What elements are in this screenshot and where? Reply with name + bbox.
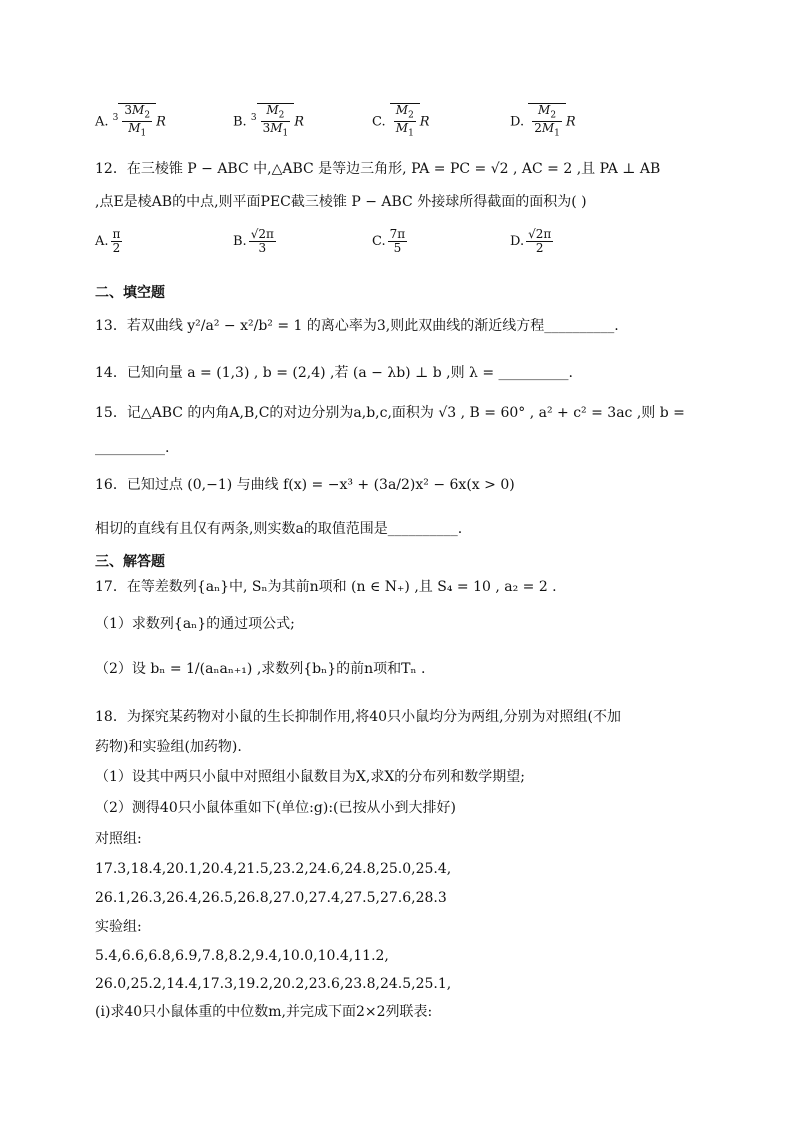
q15-text: 15．记△ABC 的内角A,B,C的对边分别为a,b,c,面积为 √3 , B = 60° , a² + c² = 3ac ,则 b = — [95, 405, 685, 421]
experiment-group-label: 实验组: — [95, 919, 142, 935]
q18-subpart-i: (i)求40只小鼠体重的中位数m,并完成下面2×2列联表: — [95, 1004, 433, 1020]
q17-part1: （1）求数列{aₙ}的通过项公式; — [95, 616, 295, 632]
q14-text: 14．已知向量 a = (1,3) , b = (2,4) ,若 (a − λb) ⊥ b ,则 λ = __________. — [95, 365, 573, 381]
q18-line1: 18．为探究某药物对小鼠的生长抑制作用,将40只小鼠均分为两组,分别为对照组(不加 — [95, 709, 621, 725]
q13-text: 13．若双曲线 y²/a² − x²/b² = 1 的离心率为3,则此双曲线的渐近线方程__________. — [95, 318, 619, 334]
q12-option-c: C. $\frac{7\pi}{5}$ — [372, 227, 406, 256]
q11-option-b: B. $^3$ $\frac{M_2}{3M_1}$ R — [233, 103, 305, 139]
q17-part2: （2）设 bₙ = 1/(aₙaₙ₊₁) ,求数列{bₙ}的前n项和Tₙ . — [95, 661, 426, 677]
q11-option-c: C. $\frac{M_2}{M_1}$ R — [372, 103, 430, 139]
control-group-data-2: 26.1,26.3,26.4,26.5,26.8,27.0,27.4,27.5,27.6,28.3 — [95, 890, 447, 906]
q12-option-b: B. $\frac{√2\pi}{3}$ — [233, 227, 274, 256]
section-fill-in-title: 二、填空题 — [95, 285, 165, 301]
control-group-label: 对照组: — [95, 831, 142, 847]
section-answer-title: 三、解答题 — [95, 554, 165, 570]
experiment-group-data-1: 5.4,6.6,6.8,6.9,7.8,8.2,9.4,10.0,10.4,11.2, — [95, 948, 389, 964]
q11-option-a: A. $^3$ $\frac{3M_2}{M_1}$ R — [95, 103, 166, 139]
q12-line1: 12．在三棱锥 P − ABC 中,△ABC 是等边三角形, PA = PC = √2 , AC = 2 ,且 PA ⊥ AB — [95, 161, 661, 177]
q12-option-d: D. $\frac{√2\pi}{2}$ — [510, 227, 552, 256]
q12-line2: ,点E是棱AB的中点,则平面PEC截三棱锥 P − ABC 外接球所得截面的面积为( ) — [95, 194, 587, 210]
experiment-group-data-2: 26.0,25.2,14.4,17.3,19.2,20.2,23.6,23.8,24.5,25.1, — [95, 976, 452, 992]
q16-text-continued: 相切的直线有且仅有两条,则实数a的取值范围是__________. — [95, 521, 463, 537]
q16-text: 16．已知过点 (0,−1) 与曲线 f(x) = −x³ + (3a/2)x² − 6x(x > 0) — [95, 477, 515, 493]
q15-blank: __________. — [95, 440, 170, 456]
q18-part1: （1）设其中两只小鼠中对照组小鼠数目为X,求X的分布列和数学期望; — [95, 769, 526, 785]
q18-line2: 药物)和实验组(加药物). — [95, 739, 242, 755]
q17-text: 17．在等差数列{aₙ}中, Sₙ为其前n项和 (n ∈ N₊) ,且 S₄ = 10 , a₂ = 2 . — [95, 579, 557, 595]
control-group-data-1: 17.3,18.4,20.1,20.4,21.5,23.2,24.6,24.8,25.0,25.4, — [95, 861, 452, 877]
q11-option-d: D. $\frac{M_2}{2M_1}$ R — [510, 103, 576, 139]
q12-option-a: A. $\frac{\pi}{2}$ — [95, 227, 121, 256]
q18-part2: （2）测得40只小鼠体重如下(单位:g):(已按从小到大排好) — [95, 800, 456, 816]
